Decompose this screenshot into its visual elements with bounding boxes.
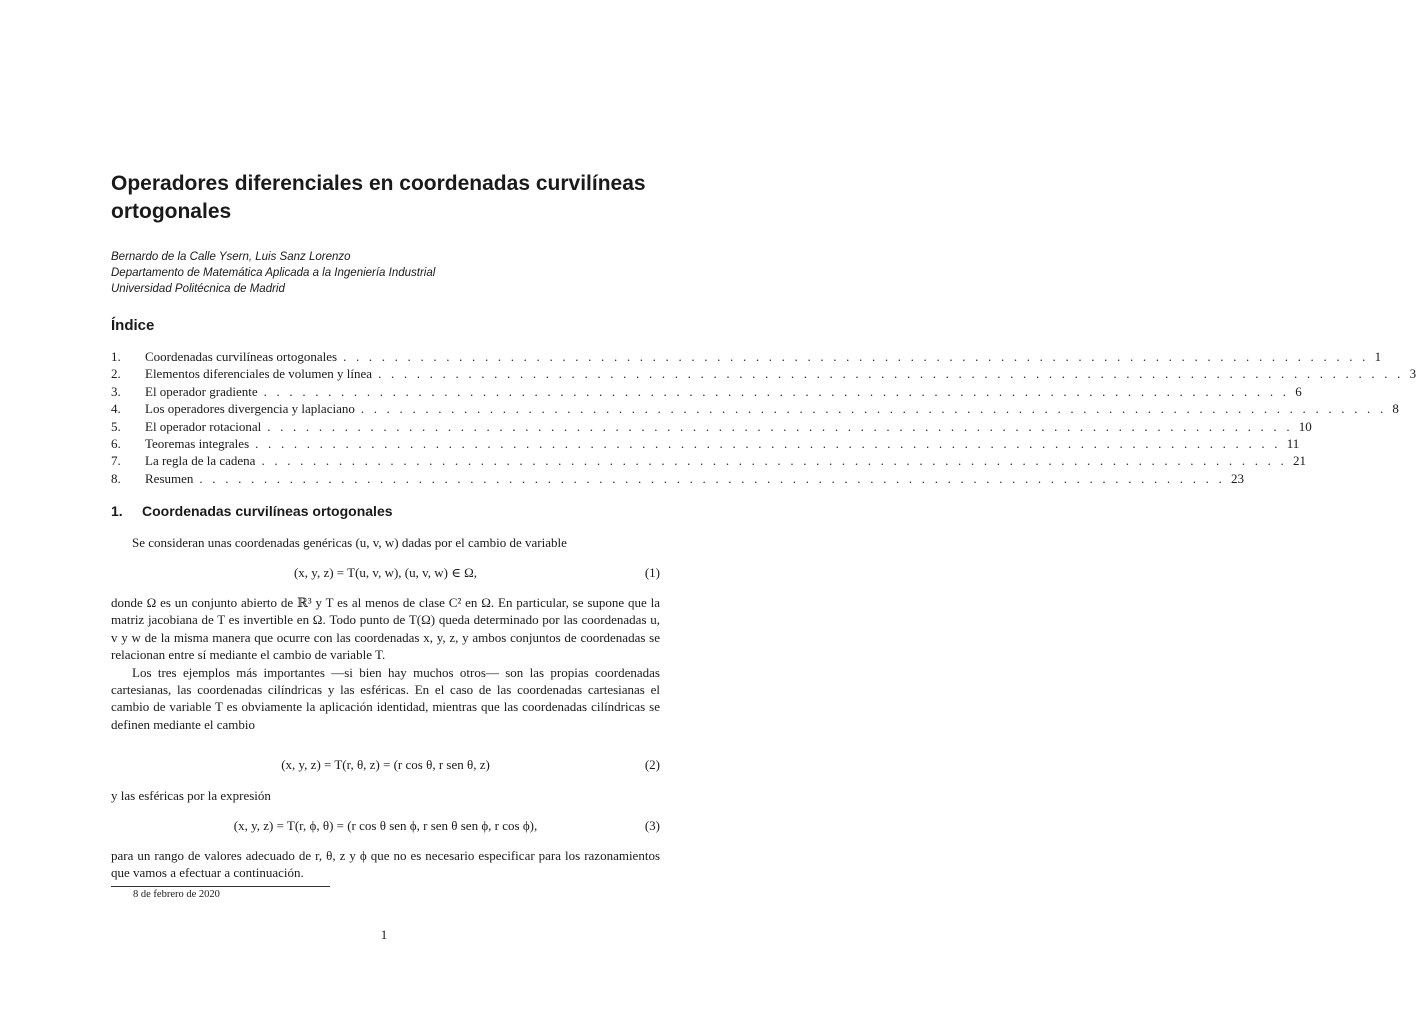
toc-entry[interactable] [111,418,1312,435]
toc-leader-dots: . . . . . . . . . . . . . . . . . . . . . . . . . . . . . . . . . . . . . . . . . . . . . . . . . . . . . . . . . . . . . . . . . . . . . . . . . . . . . . . . [360,401,1387,417]
toc-leader-dots: . . . . . . . . . . . . . . . . . . . . . . . . . . . . . . . . . . . . . . . . . . . . . . . . . . . . . . . . . . . . . . . . . . . . . . . . . . . . . . . . [378,366,1404,382]
author-names: Bernardo de la Calle Ysern, Luis Sanz Lorenzo [111,251,351,263]
toc-entry[interactable] [111,470,1244,487]
toc-leader-dots: . . . . . . . . . . . . . . . . . . . . . . . . . . . . . . . . . . . . . . . . . . . . . . . . . . . . . . . . . . . . . . . . . . . . . . . . . . . . . . . . [263,383,1290,399]
toc-entry-page[interactable]: 1 [1374,349,1382,364]
toc-leader-dots: . . . . . . . . . . . . . . . . . . . . . . . . . . . . . . . . . . . . . . . . . . . . . . . . . . . . . . . . . . . . . . . . . . . . . . . . . . . . . . . . [261,453,1287,469]
toc-entry-number: 6. [111,435,121,451]
toc-entry-label[interactable]: El operador gradiente [145,383,258,399]
paragraph-3-text: Los tres ejemplos más importantes —si bien hay muchos otros— son las propias coordenadas cartesianas, las coordenadas cilíndricas y las esféricas. En el caso de las coordenadas cartesianas el cambio de variable T es obviamente la aplicación identidad, mientras que las coordenadas cilíndricas se definen mediante el cambio [111,664,660,732]
paragraph-intro [111,534,660,551]
author-block [111,249,435,297]
toc-entry-label[interactable]: Teoremas integrales [145,435,250,451]
toc-entry-label[interactable]: Coordenadas curvilíneas ortogonales [145,349,338,364]
toc-entry-number: 4. [111,401,121,417]
paragraph-2 [111,594,660,733]
toc-entry-number: 8. [111,470,121,486]
author-department: Departamento de Matemática Aplicada a la Ingeniería Industrial [111,267,436,279]
equation-3-tag: (3) [644,818,660,833]
toc-leader-dots: . . . . . . . . . . . . . . . . . . . . . . . . . . . . . . . . . . . . . . . . . . . . . . . . . . . . . . . . . . . . . . . . . . . . . . . . . . . . . . . . [199,470,1225,486]
toc-entry-number: 3. [111,383,121,399]
toc-entry-label[interactable]: Resumen [145,470,194,486]
toc-entry-label[interactable]: La regla de la cadena [145,453,256,469]
table-of-contents [111,348,1416,487]
equation-1-body: (x, y, z) = T(u, v, w), (u, v, w) ∈ Ω, [293,565,478,580]
equation-2-tag: (2) [644,757,660,772]
toc-leader-dots: . . . . . . . . . . . . . . . . . . . . . . . . . . . . . . . . . . . . . . . . . . . . . . . . . . . . . . . . . . . . . . . . . . . . . . . . . . . . . . . . [343,349,1369,364]
toc-entry-label[interactable]: Elementos diferenciales de volumen y línea [145,366,373,382]
paragraph-4 [111,787,660,804]
toc-entry[interactable] [111,348,1382,365]
toc-entry-number: 7. [111,453,121,469]
section-title: Coordenadas curvilíneas ortogonales [142,503,393,519]
toc-entry[interactable] [111,365,1416,382]
paragraph-2-text: donde Ω es un conjunto abierto de ℝ³ y T es al menos de clase C² en Ω. En particular, se supone que la matriz jacobiana de T es invertible en Ω. Todo punto de T(Ω) queda determinado por las coordenadas u, v y w de la misma manera que ocurre con las coordenadas x, y, z, y ambos conjuntos de coordenadas se relacionan entre sí mediante el cambio de variable T. [111,595,660,663]
toc-heading: Índice [111,317,155,334]
toc-entry-page[interactable]: 21 [1293,453,1306,469]
toc-entry-page[interactable]: 6 [1295,383,1302,399]
paper-title: Operadores diferenciales en coordenadas curvilíneas ortogonales [111,172,646,223]
footnote-rule [111,886,330,887]
toc-entry[interactable] [111,452,1306,469]
equation-3-body: (x, y, z) = T(r, ϕ, θ) = (r cos θ sen ϕ, r sen θ sen ϕ, r cos ϕ), [233,818,538,833]
intro-text: Se consideran unas coordenadas genéricas (u, v, w) dadas por el cambio de variable [132,535,567,550]
toc-entry-number: 5. [111,418,121,434]
toc-entry-page[interactable]: 3 [1409,366,1416,382]
toc-entry[interactable] [111,383,1302,400]
equation-1-tag: (1) [644,565,660,580]
toc-entry-number: 2. [111,366,121,382]
toc-entry-page[interactable]: 23 [1230,470,1244,486]
page-number: 1 [380,927,388,942]
toc-entry[interactable] [111,400,1399,417]
paragraph-4-text: y las esféricas por la expresión [111,788,271,803]
paragraph-5-text: para un rango de valores adecuado de r, θ, z y ϕ que no es necesario especificar para los razonamientos que vamos a efectuar a continuación. [111,848,660,881]
paragraph-5 [111,847,660,882]
toc-entry-page[interactable]: 11 [1286,435,1300,451]
author-university: Universidad Politécnica de Madrid [111,283,285,295]
toc-entry-number: 1. [111,349,121,364]
toc-entry-page[interactable]: 10 [1298,418,1312,434]
footnote: 8 de febrero de 2020 [133,889,220,900]
toc-leader-dots: . . . . . . . . . . . . . . . . . . . . . . . . . . . . . . . . . . . . . . . . . . . . . . . . . . . . . . . . . . . . . . . . . . . . . . . . . . . . . . . . [267,418,1293,434]
toc-entry-label[interactable]: Los operadores divergencia y laplaciano [145,401,355,417]
equation-2-body: (x, y, z) = T(r, θ, z) = (r cos θ, r sen θ, z) [281,757,490,772]
section-number: 1. [111,503,123,519]
toc-leader-dots: . . . . . . . . . . . . . . . . . . . . . . . . . . . . . . . . . . . . . . . . . . . . . . . . . . . . . . . . . . . . . . . . . . . . . . . . . . . . . . . . [255,435,1281,451]
toc-entry-label[interactable]: El operador rotacional [145,418,262,434]
section-heading [111,503,393,519]
toc-entry[interactable] [111,435,1300,452]
toc-entry-page[interactable]: 8 [1392,401,1399,417]
